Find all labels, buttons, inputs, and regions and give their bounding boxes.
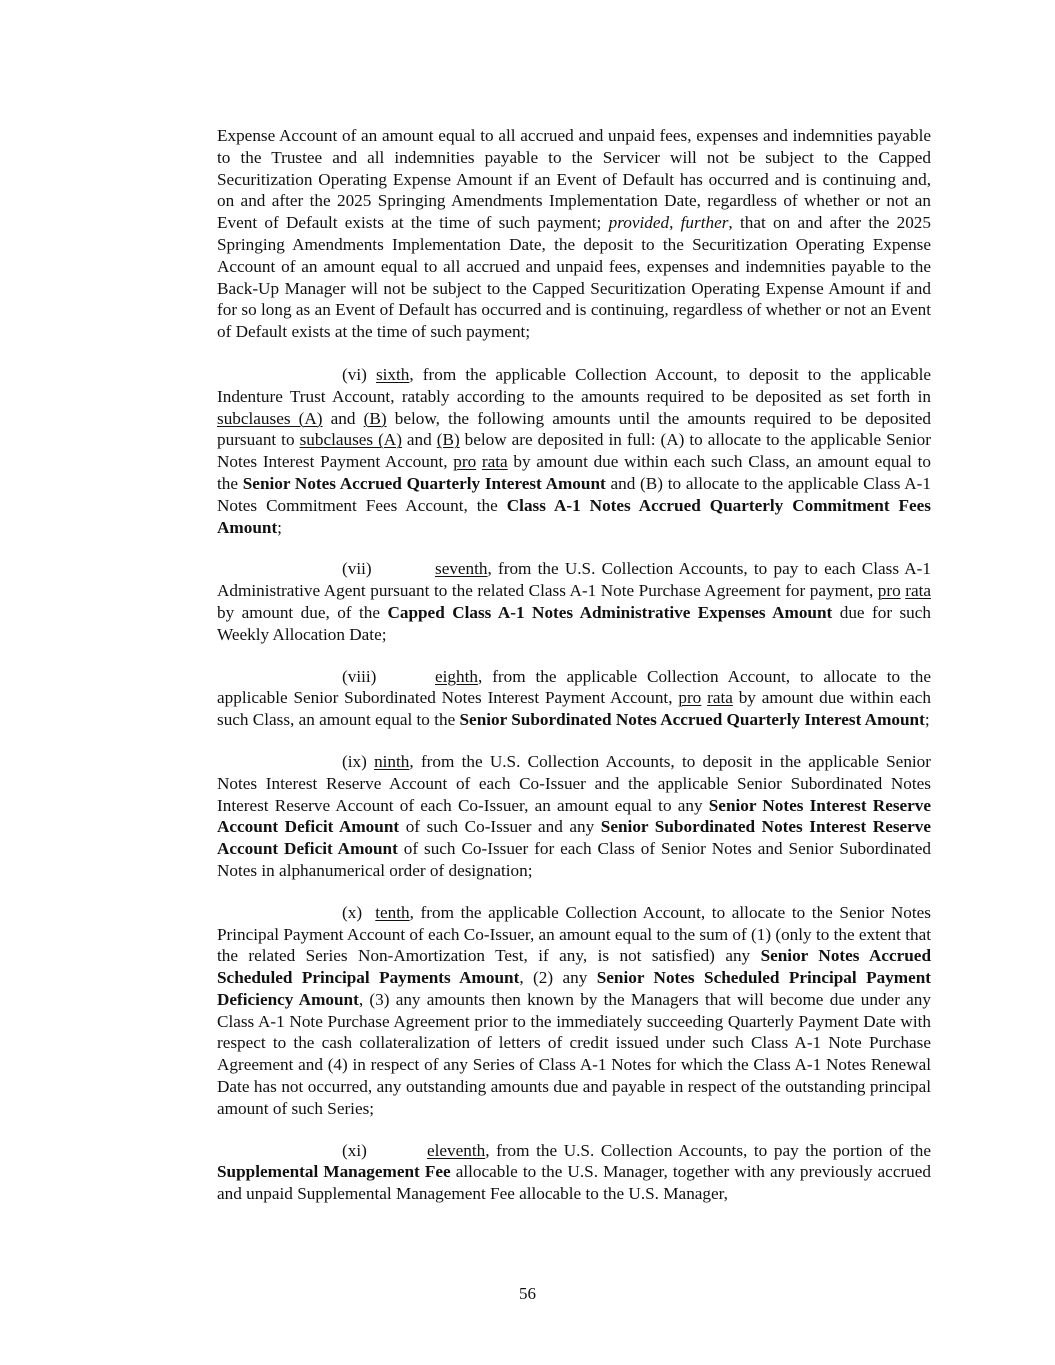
underlined-term: rata bbox=[707, 688, 733, 708]
underlined-term: subclauses (A) bbox=[217, 408, 323, 428]
underlined-term: rata bbox=[905, 581, 931, 601]
text-run: of such Co-Issuer and any bbox=[399, 817, 601, 837]
text-run: below are deposited in full: (A) to allocate to the applicable Senior Notes Interest Payment Account, bbox=[217, 430, 931, 472]
text-run: , that on and after the 2025 Springing Amendments Implementation Date, the deposit to the Securitization Operating Expense Account of an amount equal to all accrued and unpaid fees, expenses and indemnities payable to the Back-Up Manager will not be subject to the Capped Securitization Operating Expense Amount if and for so long as an Event of Default has occurred and is continuing, regardless of whether or not an Event of Default exists at the time of such payment; bbox=[217, 213, 931, 342]
underlined-term: pro bbox=[453, 452, 477, 472]
text-run: , from the applicable Collection Account, to allocate to the applicable Senior Subordinated Notes Interest Payment Account, bbox=[217, 666, 931, 708]
underlined-term: pro bbox=[678, 688, 702, 708]
underlined-term: (B) bbox=[363, 408, 387, 428]
underlined-term: seventh bbox=[435, 559, 488, 579]
clause-number: (x) bbox=[342, 902, 363, 922]
text-run: , from the applicable Collection Account, to deposit to the applicable Indenture Trust Account, ratably according to the amounts required to be deposited as set forth in bbox=[217, 364, 932, 406]
paragraph-expense-account-continuation bbox=[217, 125, 931, 343]
document-page bbox=[217, 125, 931, 1225]
clause-number: (viii) bbox=[342, 666, 377, 686]
underlined-term: tenth bbox=[375, 902, 410, 922]
clause-number: (xi) bbox=[342, 1140, 367, 1160]
clause-number: (ix) bbox=[342, 751, 367, 771]
text-run: ; bbox=[277, 517, 282, 537]
bold-defined-term: Senior Subordinated Notes Accrued Quarterly Interest Amount bbox=[459, 710, 925, 730]
clause-viii-eighth bbox=[217, 666, 931, 731]
text-run: below, the following amounts until the amounts required to be deposited pursuant to bbox=[217, 408, 931, 450]
underlined-term: rata bbox=[481, 452, 508, 472]
italic-text: further bbox=[680, 213, 729, 233]
clause-vi-sixth bbox=[217, 364, 931, 538]
text-run: , from the U.S. Collection Accounts, to pay the portion of the bbox=[485, 1140, 931, 1160]
text-run: by amount due within each such Class, an amount equal to the bbox=[217, 452, 931, 493]
text-run: Expense Account of an amount equal to all accrued and unpaid fees, expenses and indemnities payable to the Trustee and all indemnities payable to the Servicer will not be subject to the Capped Securitization Operating Expense Amount if an Event of Default has occurred and is continuing and, on and after the 2025 Springing Amendments Implementation Date, regardless of whether or not an Event of Default exists at the time of such payment; bbox=[217, 126, 931, 233]
bold-defined-term: Senior Notes Scheduled Principal Payment Deficiency Amount bbox=[217, 968, 931, 1009]
underlined-term: ninth bbox=[374, 751, 410, 771]
clause-ix-ninth bbox=[217, 751, 931, 882]
text-run: of such Co-Issuer for each Class of Senior Notes and Senior Subordinated Notes in alphanumerical order of designation; bbox=[217, 839, 931, 880]
underlined-term: eleventh bbox=[427, 1140, 486, 1160]
text-run: , from the U.S. Collection Accounts, to deposit in the applicable Senior Notes Interest Reserve Account of each Co-Issuer and the applicable Senior Subordinated Notes Interest Reserve Account of each Co-Issuer, an amount equal to any bbox=[217, 751, 931, 815]
clause-x-tenth bbox=[217, 902, 931, 1120]
text-run: and bbox=[401, 430, 437, 450]
clause-vii-seventh bbox=[217, 558, 931, 645]
text-run: by amount due within each such Class, an amount equal to the bbox=[217, 688, 932, 730]
text-run: , (3) any amounts then known by the Managers that will become due under any Class A-1 Note Purchase Agreement prior to the immediately succeeding Quarterly Payment Date with respect to the cash collateralization of letters of credit issued under such Class A-1 Note Purchase Agreement and (4) in respect of any Series of Class A-1 Notes for which the Class A-1 Notes Renewal Date has not occurred, any outstanding amounts due and payable in respect of the outstanding principal amount of such Series; bbox=[217, 989, 931, 1118]
bold-defined-term: Senior Subordinated Notes Interest Reserve Account Deficit Amount bbox=[217, 817, 931, 859]
clause-number: (vii) bbox=[342, 559, 372, 579]
bold-defined-term: Senior Notes Accrued Quarterly Interest Amount bbox=[242, 473, 606, 493]
underlined-term: sixth bbox=[375, 364, 410, 384]
underlined-term: pro bbox=[877, 581, 901, 601]
bold-defined-term: Class A-1 Notes Accrued Quarterly Commitment Fees Amount bbox=[217, 495, 931, 537]
text-run: due for such Weekly Allocation Date; bbox=[217, 602, 931, 644]
bold-defined-term: Senior Notes Accrued Scheduled Principal Payments Amount bbox=[217, 946, 931, 988]
text-run: , from the U.S. Collection Accounts, to pay to each Class A-1 Administrative Agent pursuant to the related Class A-1 Note Purchase Agreement for payment, bbox=[217, 559, 931, 601]
underlined-term: eighth bbox=[435, 666, 478, 686]
text-run: and (B) to allocate to the applicable Class A-1 Notes Commitment Fees Account, the bbox=[217, 473, 932, 515]
bold-defined-term: Capped Class A-1 Notes Administrative Expenses Amount bbox=[387, 602, 833, 622]
text-run: allocable to the U.S. Manager, together with any previously accrued and unpaid Supplemental Management Fee allocable to the U.S. Manager, bbox=[217, 1162, 931, 1204]
text-run: , bbox=[669, 213, 681, 233]
bold-defined-term: Supplemental Management Fee bbox=[217, 1162, 451, 1182]
clause-xi-eleventh bbox=[217, 1140, 931, 1205]
underlined-term: subclauses (A) bbox=[299, 430, 402, 450]
text-run: by amount due, of the bbox=[217, 602, 388, 622]
page-number: 56 bbox=[519, 1284, 536, 1303]
text-run: ; bbox=[924, 710, 930, 730]
underlined-term: (B) bbox=[436, 430, 460, 450]
bold-defined-term: Senior Notes Interest Reserve Account Deficit Amount bbox=[217, 795, 931, 837]
clause-number: (vi) bbox=[342, 364, 367, 384]
text-run: , from the applicable Collection Account, to allocate to the Senior Notes Principal Payment Account of each Co-Issuer, an amount equal to the sum of (1) (only to the extent that the related Series Non-Amortization Test, if any, is not satisfied) any bbox=[217, 902, 931, 966]
text-run: and bbox=[322, 408, 364, 428]
italic-text: provided bbox=[608, 213, 670, 233]
text-run: , (2) any bbox=[519, 968, 597, 988]
